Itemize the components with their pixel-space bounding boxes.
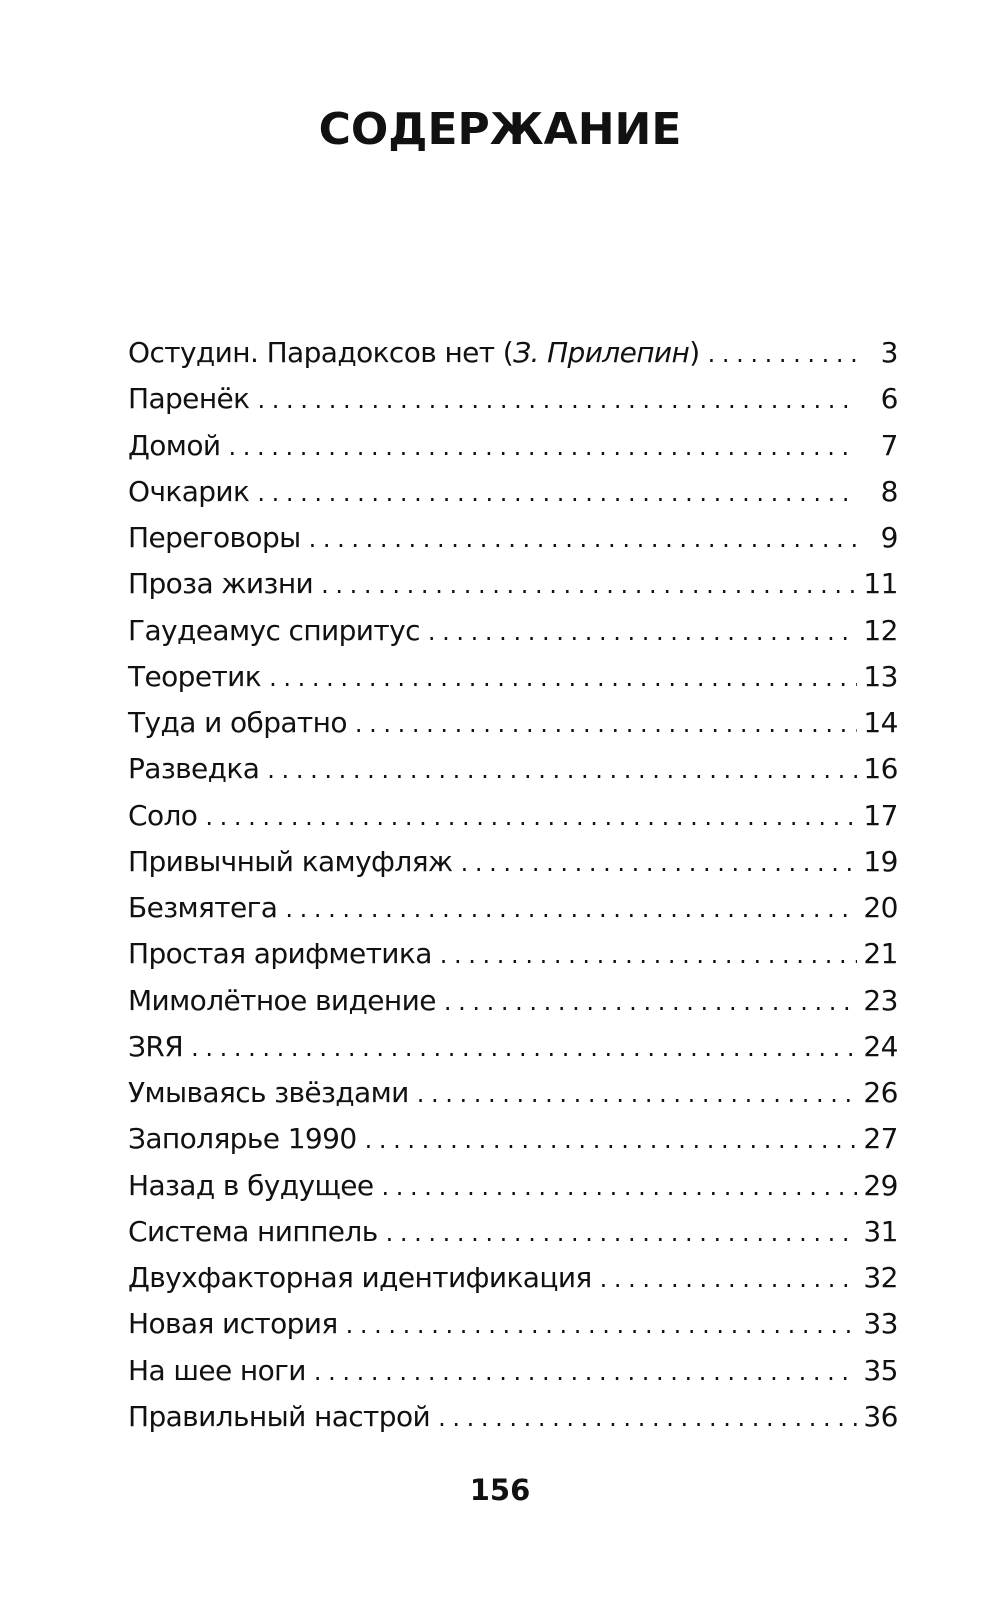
toc-entry-title: Умываясь звёздами (128, 1076, 409, 1109)
dot-leader (257, 377, 858, 423)
toc-entry (128, 1255, 898, 1301)
toc-entry-title: Туда и обратно (128, 706, 347, 739)
toc-entry-page: 24 (863, 1029, 898, 1063)
dot-leader (386, 1210, 858, 1256)
toc-entry-page: 36 (863, 1399, 898, 1433)
dot-leader (285, 886, 857, 932)
dot-leader (205, 794, 857, 840)
toc-entry (128, 978, 898, 1024)
toc-entry-page: 13 (863, 659, 898, 693)
toc-entry (128, 423, 898, 469)
toc-entry-page: 6 (880, 382, 898, 416)
dot-leader (346, 1302, 858, 1348)
toc-entry-page: 14 (863, 706, 898, 739)
toc-entry (128, 1301, 898, 1347)
toc-entry (128, 654, 898, 700)
dot-leader (461, 840, 858, 886)
toc-entry-page: 16 (863, 752, 898, 786)
toc-entry-title: Теоретик (128, 659, 262, 693)
toc-entry (128, 561, 898, 607)
page-number: 156 (469, 1473, 531, 1507)
toc-entry-title: ЗRЯ (128, 1029, 184, 1063)
toc-entry-page: 17 (863, 798, 898, 832)
toc-entry (128, 330, 898, 376)
dot-leader (428, 609, 857, 655)
toc-entry-title: Соло (128, 798, 198, 832)
toc-entry-page: 3 (880, 336, 898, 369)
toc-entry-title: На шее ноги (128, 1353, 306, 1387)
toc-entry-page: 26 (863, 1076, 898, 1109)
toc-entry-page: 35 (863, 1353, 898, 1387)
toc-entry (128, 608, 898, 654)
toc-entry-title (128, 330, 700, 376)
toc-entry-title: Назад в будущее (128, 1168, 374, 1202)
dot-leader (321, 562, 857, 608)
dot-leader (314, 1349, 858, 1395)
toc-entry-page: 19 (863, 844, 898, 878)
toc-entry-title: Двухфакторная идентификация (128, 1261, 592, 1294)
toc-entry-title: Мимолётное видение (128, 983, 436, 1017)
toc-entry-title: Очкарик (128, 474, 250, 508)
toc-entry-title: Домой (128, 428, 221, 462)
toc-entry-title: Проза жизни (128, 567, 314, 601)
toc-entry-title: Разведка (128, 752, 260, 786)
toc-entry (128, 746, 898, 792)
toc-entry-page: 20 (863, 891, 898, 924)
dot-leader (267, 747, 857, 793)
toc-entry-page: 8 (880, 474, 898, 508)
toc-entry-title-text: Остудин. Парадоксов нет ( (128, 336, 514, 369)
toc-entry-page: 11 (863, 567, 898, 601)
dot-leader (309, 516, 858, 562)
toc-entry (128, 376, 898, 422)
table-of-contents (128, 330, 898, 1440)
toc-entry (128, 1116, 898, 1162)
toc-entry-title: Безмятега (128, 891, 278, 924)
toc-entry-page: 7 (880, 428, 898, 462)
toc-entry-page: 12 (863, 613, 898, 647)
toc-entry-title: Простая арифметика (128, 937, 432, 971)
toc-entry-page: 32 (863, 1261, 898, 1294)
toc-entry-page: 27 (863, 1122, 898, 1156)
page-title: СОДЕРЖАНИЕ (318, 104, 682, 155)
toc-entry-title: Переговоры (128, 521, 301, 554)
toc-entry (128, 839, 898, 885)
toc-entry (128, 1348, 898, 1394)
dot-leader (600, 1256, 858, 1302)
toc-entry (128, 1163, 898, 1209)
dot-leader (382, 1164, 858, 1210)
dot-leader (417, 1071, 858, 1117)
dot-leader (365, 1117, 858, 1163)
toc-entry (128, 1024, 898, 1070)
toc-entry (128, 700, 898, 746)
dot-leader (708, 331, 858, 377)
dot-leader (269, 655, 857, 701)
toc-entry-page: 21 (863, 937, 898, 971)
toc-entry (128, 1209, 898, 1255)
toc-entry-title: Система ниппель (128, 1214, 378, 1248)
dot-leader (228, 424, 858, 470)
toc-entry-title: Гаудеамус спиритус (128, 613, 420, 647)
toc-entry (128, 515, 898, 561)
dot-leader (440, 932, 858, 978)
toc-entry (128, 931, 898, 977)
dot-leader (444, 979, 858, 1025)
toc-entry (128, 1394, 898, 1440)
toc-entry-page: 9 (880, 521, 898, 554)
toc-entry-title: Правильный настрой (128, 1399, 431, 1433)
dot-leader (257, 470, 858, 516)
toc-entry (128, 793, 898, 839)
dot-leader (355, 701, 857, 747)
toc-entry-title: Привычный камуфляж (128, 844, 453, 878)
toc-entry-title: Новая история (128, 1307, 338, 1341)
toc-entry-title-suffix: ) (689, 336, 700, 369)
toc-entry-page: 29 (863, 1168, 898, 1202)
dot-leader (191, 1025, 857, 1071)
toc-entry-page: 23 (863, 983, 898, 1017)
toc-entry (128, 885, 898, 931)
toc-entry (128, 469, 898, 515)
dot-leader (438, 1395, 857, 1441)
toc-entry-page: 33 (863, 1307, 898, 1341)
toc-entry-author: З. Прилепин (513, 336, 690, 369)
toc-entry-page: 31 (863, 1214, 898, 1248)
toc-entry (128, 1070, 898, 1116)
toc-entry-title: Паренёк (128, 382, 250, 416)
toc-entry-title: Заполярье 1990 (128, 1122, 357, 1156)
